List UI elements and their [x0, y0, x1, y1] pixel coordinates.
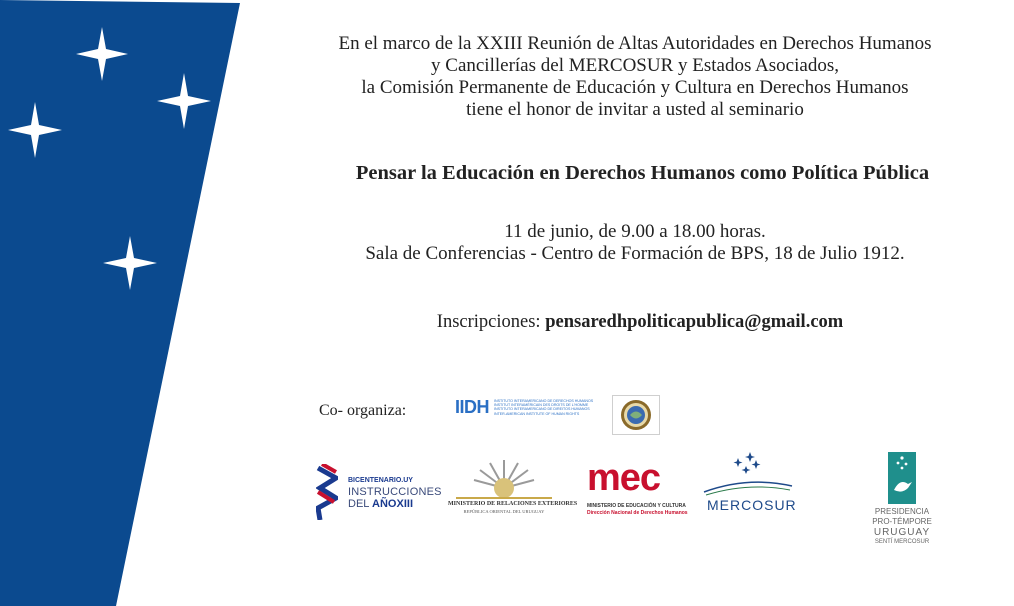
presidencia-line2: PRO-TÉMPORE [872, 517, 932, 526]
bicentenario-line3 [348, 498, 413, 510]
bicentenario-line2: INSTRUCCIONES [348, 486, 442, 498]
registration-label: Inscripciones: [436, 312, 546, 332]
event-date: 11 de junio, de 9.00 a 18.00 horas. [504, 221, 766, 242]
iidh-line: INTER-AMERICAN INSTITUTE OF HUMAN RIGHTS [494, 411, 580, 416]
iidh-wordmark: IIDH [455, 397, 489, 417]
intro-line: tiene el honor de invitar a usted al seminario [466, 99, 804, 120]
oas-seal-icon [613, 396, 659, 434]
blue-star-banner [0, 0, 245, 606]
oas-seal-logo [612, 395, 660, 435]
presidencia-line4: SENTÍ MERCOSUR [874, 539, 930, 545]
event-venue: Sala de Conferencias - Centro de Formación de BPS, 18 de Julio 1912. [365, 243, 905, 264]
bicentenario-emblem-icon [316, 464, 338, 520]
registration [255, 312, 1014, 333]
registration-email[interactable]: pensaredhpoliticapublica@gmail.com [545, 312, 844, 332]
iidh-subtext [494, 399, 593, 416]
invitation-intro [255, 33, 1014, 121]
presidencia-line1: PRESIDENCIA [874, 507, 930, 516]
presidencia-line3: URUGUAY [873, 527, 931, 538]
banner-shape [0, 0, 240, 606]
iidh-line: INSTITUTO INTERAMERICANO DE DERECHOS HUMANOS [494, 399, 594, 403]
sun-emblem-icon [448, 458, 560, 502]
bicentenario-anoxiii: AÑOXIII [372, 498, 413, 510]
event-details [255, 221, 1014, 265]
mec-wordmark: mec [587, 457, 661, 499]
relaciones-line1: MINISTERIO DE RELACIONES EXTERIORES [448, 501, 578, 507]
relaciones-line2: REPÚBLICA ORIENTAL DEL URUGUAY [463, 509, 545, 514]
bicentenario-line1: BICENTENARIO.UY [348, 477, 413, 484]
iidh-logo [455, 397, 594, 419]
relaciones-exteriores-logo [448, 458, 578, 520]
iidh-line: INSTITUT INTERAMÉRICAIN DES DROITS DE L'HOMME [494, 403, 589, 408]
mercosur-wordmark: MERCOSUR [707, 497, 797, 513]
seminar-title: Pensar la Educación en Derechos Humanos como Política Pública [355, 162, 930, 184]
mec-line2: Dirección Nacional de Derechos Humanos [587, 510, 688, 516]
presidencia-emblem-icon [888, 452, 916, 504]
mercosur-logo [702, 452, 797, 516]
mec-logo [587, 457, 688, 521]
bicentenario-logo [316, 464, 442, 520]
mercosur-stars-icon [702, 452, 794, 498]
mec-line1: MINISTERIO DE EDUCACIÓN Y CULTURA [587, 503, 686, 509]
intro-line: la Comisión Permanente de Educación y Cultura en Derechos Humanos [361, 77, 909, 98]
intro-line: En el marco de la XXIII Reunión de Altas Autoridades en Derechos Humanos [338, 33, 932, 54]
intro-line: y Cancillerías del MERCOSUR y Estados Asociados, [431, 55, 839, 76]
bicentenario-del: DEL [348, 498, 373, 510]
iidh-line: INSTITUTO INTERAMERICANO DE DIREITOS HUMANOS [494, 407, 590, 412]
presidencia-pro-tempore-logo [865, 452, 939, 550]
coorganiza-label: Co- organiza: [319, 402, 407, 419]
